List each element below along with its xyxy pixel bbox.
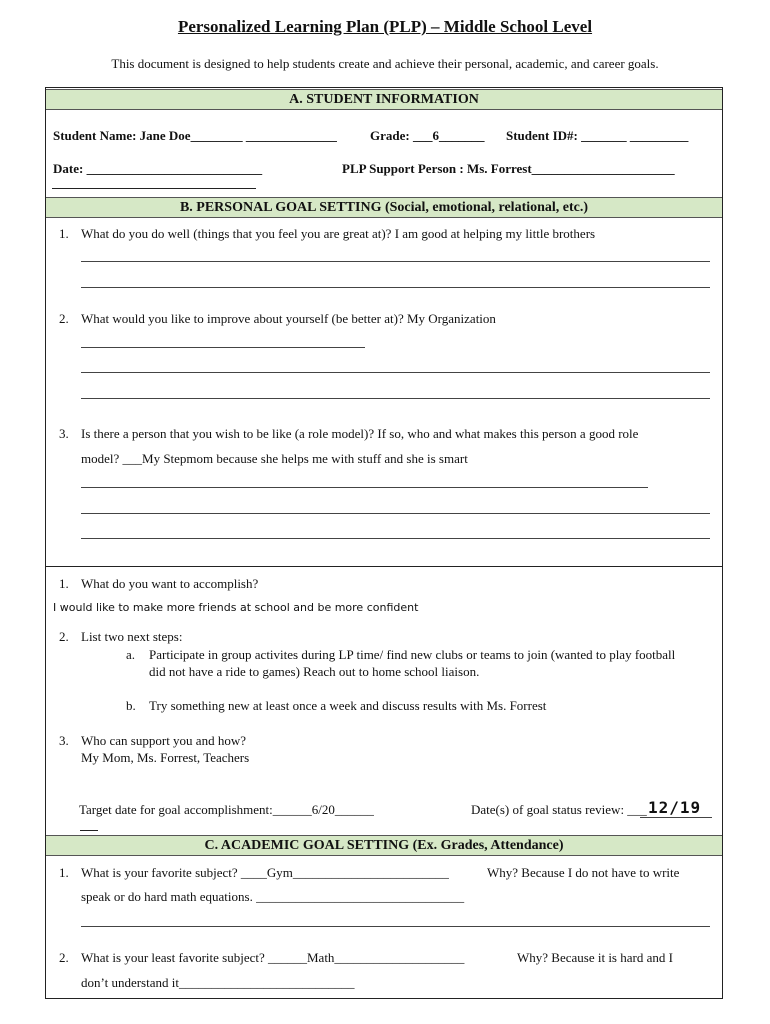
answer-line — [81, 372, 710, 373]
b-q2-text: What would you like to improve about yourself (be better at)? My Organization — [81, 311, 496, 326]
step-a-line2: did not have a ride to games) Reach out to home school liaison. — [149, 664, 480, 679]
c-q1-number: 1. — [59, 865, 69, 880]
g-q1-number: 1. — [59, 576, 69, 591]
step-a-line1: Participate in group activites during LP time/ find new clubs or teams to join (wanted to play football — [149, 647, 676, 662]
b-q3-text-line1: Is there a person that you wish to be like (a role model)? If so, who and what makes this person a good role — [81, 426, 639, 441]
review-date-line — [640, 817, 712, 818]
grade-field[interactable]: Grade: ___6_______ — [370, 128, 485, 143]
student-id-field[interactable]: Student ID#: _______ _________ — [506, 128, 689, 143]
g-q3-number: 3. — [59, 733, 69, 748]
g-q2-number: 2. — [59, 629, 69, 644]
step-a-label: a. — [126, 647, 136, 662]
answer-line — [81, 487, 648, 488]
c-q1-text: What is your favorite subject? ____Gym________________________ — [81, 865, 449, 880]
date-continuation-line — [52, 188, 256, 189]
c-q2-text: What is your least favorite subject? ______Math____________________ — [81, 950, 465, 965]
section-c-heading: C. ACADEMIC GOAL SETTING (Ex. Grades, Attendance) — [46, 835, 722, 856]
b-q1-number: 1. — [59, 226, 69, 241]
target-date-field[interactable]: Target date for goal accomplishment:______6/20______ — [79, 802, 374, 817]
section-divider — [46, 566, 722, 567]
c-q1-line2: speak or do hard math equations. ________________________________ — [81, 889, 465, 904]
plp-form — [45, 87, 723, 999]
student-name-field[interactable]: Student Name: Jane Doe________ ______________ — [53, 128, 337, 143]
section-b-heading: B. PERSONAL GOAL SETTING (Social, emotional, relational, etc.) — [46, 197, 722, 218]
review-date-value[interactable]: 12/19 — [648, 798, 702, 817]
step-b-label: b. — [126, 698, 136, 713]
answer-line — [81, 287, 710, 288]
g-q1-text: What do you want to accomplish? — [81, 576, 259, 591]
b-q3-text-line2: model? ___My Stepmom because she helps me with stuff and she is smart — [81, 451, 468, 466]
answer-line — [81, 926, 710, 927]
g-q3-text: Who can support you and how? — [81, 733, 246, 748]
b-q2-number: 2. — [59, 311, 69, 326]
section-a-heading: A. STUDENT INFORMATION — [46, 89, 722, 110]
page-title: Personalized Learning Plan (PLP) – Middle School Level — [177, 17, 593, 36]
c-q1-why: Why? Because I do not have to write — [487, 865, 680, 880]
g-q2-text: List two next steps: — [81, 629, 183, 644]
step-b-text: Try something new at least once a week and discuss results with Ms. Forrest — [149, 698, 547, 713]
answer-line — [81, 398, 710, 399]
b-q1-text: What do you do well (things that you feel you are great at)? I am good at helping my little brothers — [81, 226, 596, 241]
c-q2-number: 2. — [59, 950, 69, 965]
answer-line — [81, 538, 710, 539]
answer-line — [81, 347, 365, 348]
intro-text: This document is designed to help students create and achieve their personal, academic, and career goals. — [111, 56, 659, 71]
review-date-label: Date(s) of goal status review: ___ — [471, 802, 647, 817]
accomplish-answer[interactable]: I would like to make more friends at school and be more confident — [53, 601, 419, 614]
support-person-field[interactable]: PLP Support Person : Ms. Forrest______________________ — [342, 161, 675, 176]
c-q2-line2: don’t understand it___________________________ — [81, 975, 355, 990]
support-answer[interactable]: My Mom, Ms. Forrest, Teachers — [81, 750, 250, 765]
target-date-continuation — [80, 830, 98, 831]
c-q2-why: Why? Because it is hard and I — [517, 950, 673, 965]
answer-line — [81, 513, 710, 514]
answer-line — [81, 261, 710, 262]
date-field[interactable]: Date: ___________________________ — [53, 161, 263, 176]
b-q3-number: 3. — [59, 426, 69, 441]
